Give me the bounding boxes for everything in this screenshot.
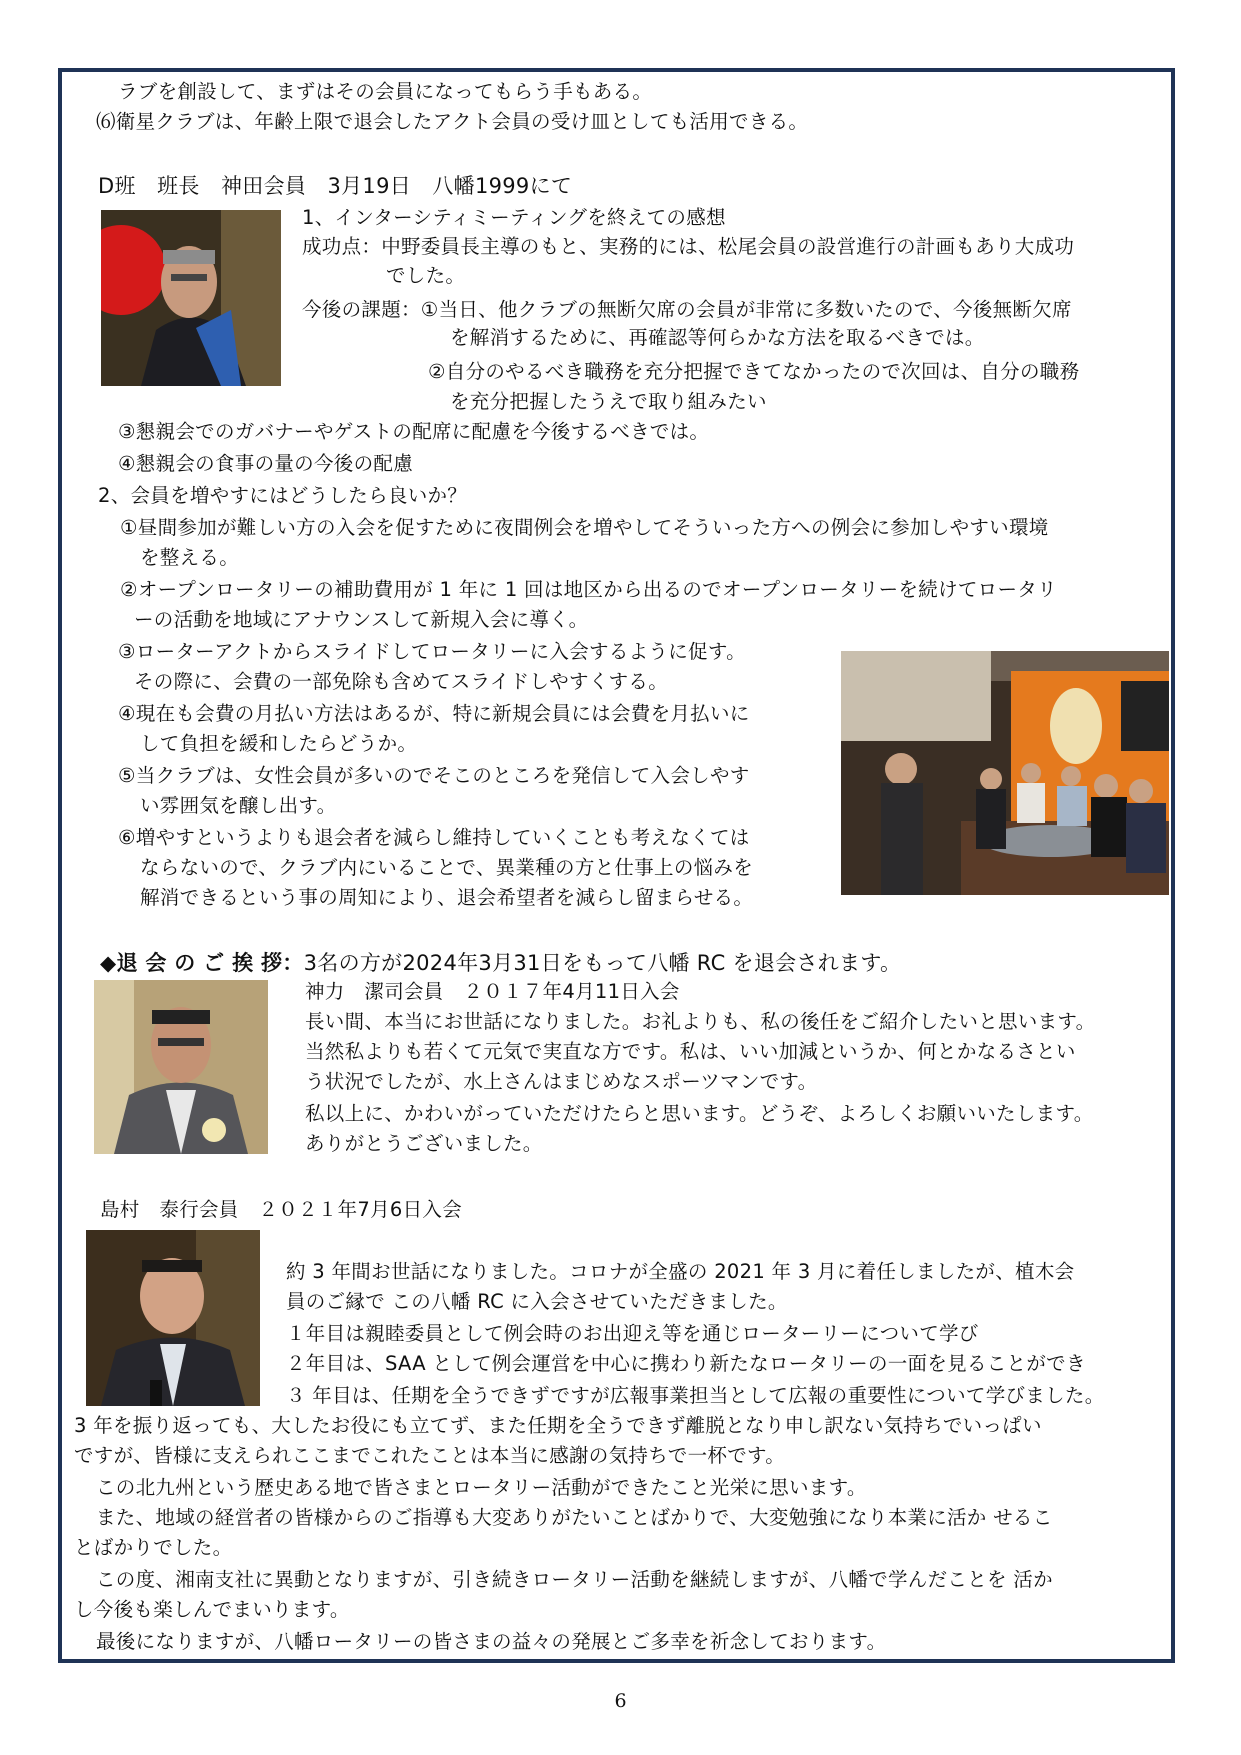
dgroup-answer-3b: その際に、会費の一部免除も含めてスライドしやすくする。 [134,670,669,693]
dgroup-answer-5a: ⑤当クラブは、女性会員が多いのでそこのところを発信して入会しやす [118,764,750,787]
dgroup-issue-3: ③懇親会でのガバナーやゲストの配席に配慮を今後するべきでは。 [118,420,710,443]
member2-line-13: 最後になりますが、八幡ロータリーの皆さまの益々の発展とご多幸を祈念しております。 [96,1630,887,1653]
dgroup-success-1: 成功点：中野委員長主導のもと、実務的には、松尾会員の設営進行の計画もあり大成功 [302,235,1075,258]
dgroup-issue-2a: ②自分のやるべき職務を充分把握できてなかったので次回は、自分の職務 [428,360,1080,383]
dgroup-answer-6c: 解消できるという事の周知により、退会希望者を減らし留まらせる。 [140,886,754,909]
member1-line-1: 長い間、本当にお世話になりました。お礼よりも、私の後任をご紹介したいと思います。 [305,1010,1096,1033]
dgroup-answer-1b: を整える。 [140,546,240,569]
member2-line-3: １年目は親睦委員として例会時のお出迎え等を通じローターリーについて学び [286,1322,979,1345]
member2-line-10: とばかりでした。 [74,1536,233,1559]
group-dinner-photo [841,651,1169,895]
retire-title-rest: 3名の方が2024年3月31日をもって八幡 RC を退会されます。 [303,951,902,975]
member2-name: 島村 泰行会員 ２０２１年7月6日入会 [100,1198,463,1221]
dgroup-answer-6a: ⑥増やすというよりも退会者を減らし維持していくことも考えなくては [118,826,750,849]
speaker-photo-jinriki [94,980,268,1154]
member2-line-5: ３ 年目は、任期を全うできずですが広報事業担当として広報の重要性について学びました。 [286,1384,1105,1407]
dgroup-answer-6b: ならないので、クラブ内にいることで、異業種の方と仕事上の悩みを [140,856,754,879]
retire-section-title [100,951,901,975]
member2-line-1: 約 3 年間お世話になりました。コロナが全盛の 2021 年 3 月に着任しましたが、植木会 [286,1260,1075,1283]
member2-line-6: 3 年を振り返っても、大したお役にも立てず、また任期を全うできず離脱となり申し訳ない気持ちでいっぱい [74,1414,1042,1437]
member2-line-9: また、地域の経営者の皆様からのご指導も大変ありがたいことばかりで、大変勉強になり本業に活か せるこ [96,1506,1053,1529]
dgroup-issue-1a: 今後の課題：①当日、他クラブの無断欠席の会員が非常に多数いたので、今後無断欠席 [302,298,1072,321]
dgroup-heading: D班 班長 神田会員 3月19日 八幡1999にて [98,174,573,198]
member1-name: 神力 潔司会員 ２０１７年4月11日入会 [305,980,680,1003]
member2-line-8: この北九州という歴史ある地で皆さまとロータリー活動ができたこと光栄に思います。 [96,1476,867,1499]
dgroup-issue-4: ④懇親会の食事の量の今後の配慮 [118,452,413,475]
member2-line-7: ですが、皆様に支えられここまでこれたことは本当に感謝の気持ちで一杯です。 [74,1444,786,1467]
member2-line-4: ２年目は、SAA として例会運営を中心に携わり新たなロータリーの一面を見ることができ [286,1352,1086,1375]
member1-line-3: う状況でしたが、水上さんはまじめなスポーツマンです。 [305,1070,818,1093]
dgroup-answer-1a: ①昼間参加が難しい方の入会を促すために夜間例会を増やしてそういった方への例会に参加しやすい環境 [120,516,1049,539]
dgroup-q2: 2、会員を増やすにはどうしたら良いか？ [98,484,468,507]
dgroup-q1: 1、インターシティミーティングを終えての感想 [302,206,726,229]
speaker-photo-shimamura [86,1230,260,1406]
dgroup-answer-3a: ③ローターアクトからスライドしてロータリーに入会するように促す。 [118,640,746,663]
member1-line-2: 当然私よりも若くて元気で実直な方です。私は、いい加減というか、何とかなるさとい [305,1040,1076,1063]
member2-line-2: 員のご縁で この八幡 RC に入会させていただきました。 [286,1290,788,1313]
dgroup-answer-2a: ②オープンロータリーの補助費用が 1 年に 1 回は地区から出るのでオープンロータリーを続けてロータリ [120,578,1057,601]
page-number: 6 [614,1690,627,1712]
intro-line-2: ⑹衛星クラブは、年齢上限で退会したアクト会員の受け皿としても活用できる。 [96,110,809,133]
dgroup-issue-1b: を解消するために、再確認等何らかな方法を取るべきでは。 [450,326,985,349]
member1-line-5: ありがとうございました。 [305,1132,543,1155]
retire-title-bold: ◆退 会 の ご 挨 拶： [100,951,304,975]
dgroup-answer-4a: ④現在も会費の月払い方法はあるが、特に新規会員には会費を月払いに [118,702,750,725]
dgroup-answer-2b: ーの活動を地域にアナウンスして新規入会に導く。 [134,608,589,631]
dgroup-issue-2b: を充分把握したうえで取り組みたい [450,390,767,413]
member1-line-4: 私以上に、かわいがっていただけたらと思います。どうぞ、よろしくお願いいたします。 [305,1102,1094,1125]
dgroup-answer-5b: い雰囲気を醸し出す。 [140,794,337,817]
dgroup-success-2: でした。 [386,264,466,287]
dgroup-answer-4b: して負担を緩和したらどうか。 [140,732,418,755]
speaker-photo-kanda [101,210,281,386]
intro-line-1: ラブを創設して、まずはその会員になってもらう手もある。 [118,80,653,103]
member2-line-11: この度、湘南支社に異動となりますが、引き続きロータリー活動を継続しますが、八幡で学んだことを 活か [96,1568,1053,1591]
member2-line-12: し今後も楽しんでまいります。 [74,1598,350,1621]
